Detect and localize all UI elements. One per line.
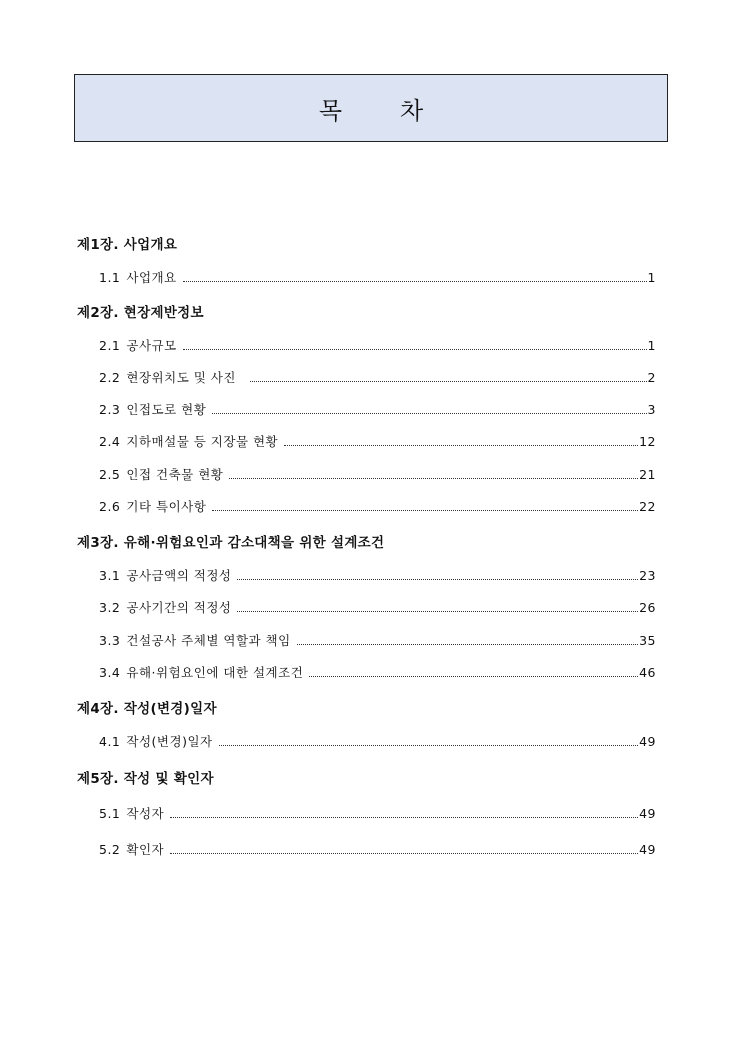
toc-entry-page: 26 xyxy=(639,600,656,615)
toc-entry-label: 건설공사 주체별 역할과 책임 xyxy=(126,633,291,648)
dot-leader xyxy=(297,644,638,645)
toc-entry-label: 인접 건축물 현황 xyxy=(126,467,224,482)
dot-leader xyxy=(284,445,638,446)
dot-leader xyxy=(237,611,638,612)
toc-entry-label: 현장위치도 및 사진 xyxy=(126,370,236,385)
dot-leader xyxy=(212,510,638,511)
toc-entry-label: 사업개요 xyxy=(126,270,177,285)
toc-entry-number: 2.6 xyxy=(99,499,121,514)
dot-leader xyxy=(219,745,638,746)
toc-entry-5-1[interactable] xyxy=(99,804,656,822)
toc-entry-5-2[interactable] xyxy=(99,840,656,858)
toc-entry-page: 49 xyxy=(639,842,656,857)
dot-leader xyxy=(237,579,638,580)
toc-entry-4-1[interactable] xyxy=(99,732,656,750)
toc-entry-label: 인접도로 현황 xyxy=(126,402,207,417)
toc-entry-1-1[interactable] xyxy=(99,268,656,286)
chapter-5-heading: 제5장. 작성 및 확인자 xyxy=(77,771,214,787)
toc-entry-label: 확인자 xyxy=(126,842,165,857)
toc-entry-number: 2.4 xyxy=(99,434,121,449)
dot-leader xyxy=(170,817,638,818)
toc-entry-number: 2.5 xyxy=(99,467,121,482)
toc-entry-number: 2.2 xyxy=(99,370,121,385)
toc-entry-number: 3.4 xyxy=(99,665,121,680)
toc-entry-label: 공사규모 xyxy=(126,338,177,353)
dot-leader xyxy=(183,281,647,282)
toc-entry-page: 49 xyxy=(639,806,656,821)
dot-leader xyxy=(170,853,638,854)
toc-entry-2-1[interactable] xyxy=(99,336,656,354)
toc-entry-number: 2.3 xyxy=(99,402,121,417)
toc-entry-label: 지하매설물 등 지장물 현황 xyxy=(126,434,279,449)
dot-leader xyxy=(212,413,646,414)
toc-title-char-1: 목 xyxy=(318,96,342,125)
toc-entry-3-1[interactable] xyxy=(99,566,656,584)
toc-entry-label: 기타 특이사항 xyxy=(126,499,207,514)
chapter-2-heading: 제2장. 현장제반정보 xyxy=(77,305,204,321)
dot-leader xyxy=(183,349,647,350)
dot-leader xyxy=(309,676,638,677)
toc-entry-2-6[interactable] xyxy=(99,497,656,515)
toc-entry-number: 3.3 xyxy=(99,633,121,648)
toc-title-char-2: 차 xyxy=(400,96,424,125)
toc-entry-label: 작성자 xyxy=(126,806,165,821)
toc-entry-page: 1 xyxy=(647,270,656,285)
toc-entry-page: 12 xyxy=(639,434,656,449)
toc-entry-2-4[interactable] xyxy=(99,432,656,450)
toc-entry-page: 23 xyxy=(639,568,656,583)
dot-leader xyxy=(250,381,647,382)
dot-leader xyxy=(229,478,638,479)
toc-entry-label: 공사기간의 적정성 xyxy=(126,600,232,615)
toc-entry-2-2[interactable] xyxy=(99,368,656,386)
toc-entry-number: 2.1 xyxy=(99,338,121,353)
toc-title-box xyxy=(74,74,668,142)
toc-entry-2-3[interactable] xyxy=(99,400,656,418)
toc-entry-label: 작성(변경)일자 xyxy=(126,734,213,749)
chapter-1-heading: 제1장. 사업개요 xyxy=(77,237,178,253)
chapter-4-heading: 제4장. 작성(변경)일자 xyxy=(77,701,217,717)
toc-entry-page: 3 xyxy=(647,402,656,417)
toc-entry-3-3[interactable] xyxy=(99,631,656,649)
toc-entry-page: 1 xyxy=(647,338,656,353)
toc-entry-page: 35 xyxy=(639,633,656,648)
toc-entry-3-4[interactable] xyxy=(99,663,656,681)
toc-entry-number: 1.1 xyxy=(99,270,121,285)
toc-entry-number: 5.2 xyxy=(99,842,121,857)
toc-entry-page: 21 xyxy=(639,467,656,482)
toc-entry-label: 유해·위험요인에 대한 설계조건 xyxy=(126,665,304,680)
toc-entry-page: 2 xyxy=(647,370,656,385)
toc-entry-number: 5.1 xyxy=(99,806,121,821)
chapter-3-heading: 제3장. 유해·위험요인과 감소대책을 위한 설계조건 xyxy=(77,535,385,551)
toc-entry-3-2[interactable] xyxy=(99,598,656,616)
toc-entry-number: 4.1 xyxy=(99,734,121,749)
toc-title xyxy=(319,91,423,126)
toc-entry-label: 공사금액의 적정성 xyxy=(126,568,232,583)
toc-entry-page: 46 xyxy=(639,665,656,680)
toc-entry-number: 3.2 xyxy=(99,600,121,615)
toc-entry-page: 49 xyxy=(639,734,656,749)
toc-entry-2-5[interactable] xyxy=(99,465,656,483)
toc-entry-page: 22 xyxy=(639,499,656,514)
toc-entry-number: 3.1 xyxy=(99,568,121,583)
